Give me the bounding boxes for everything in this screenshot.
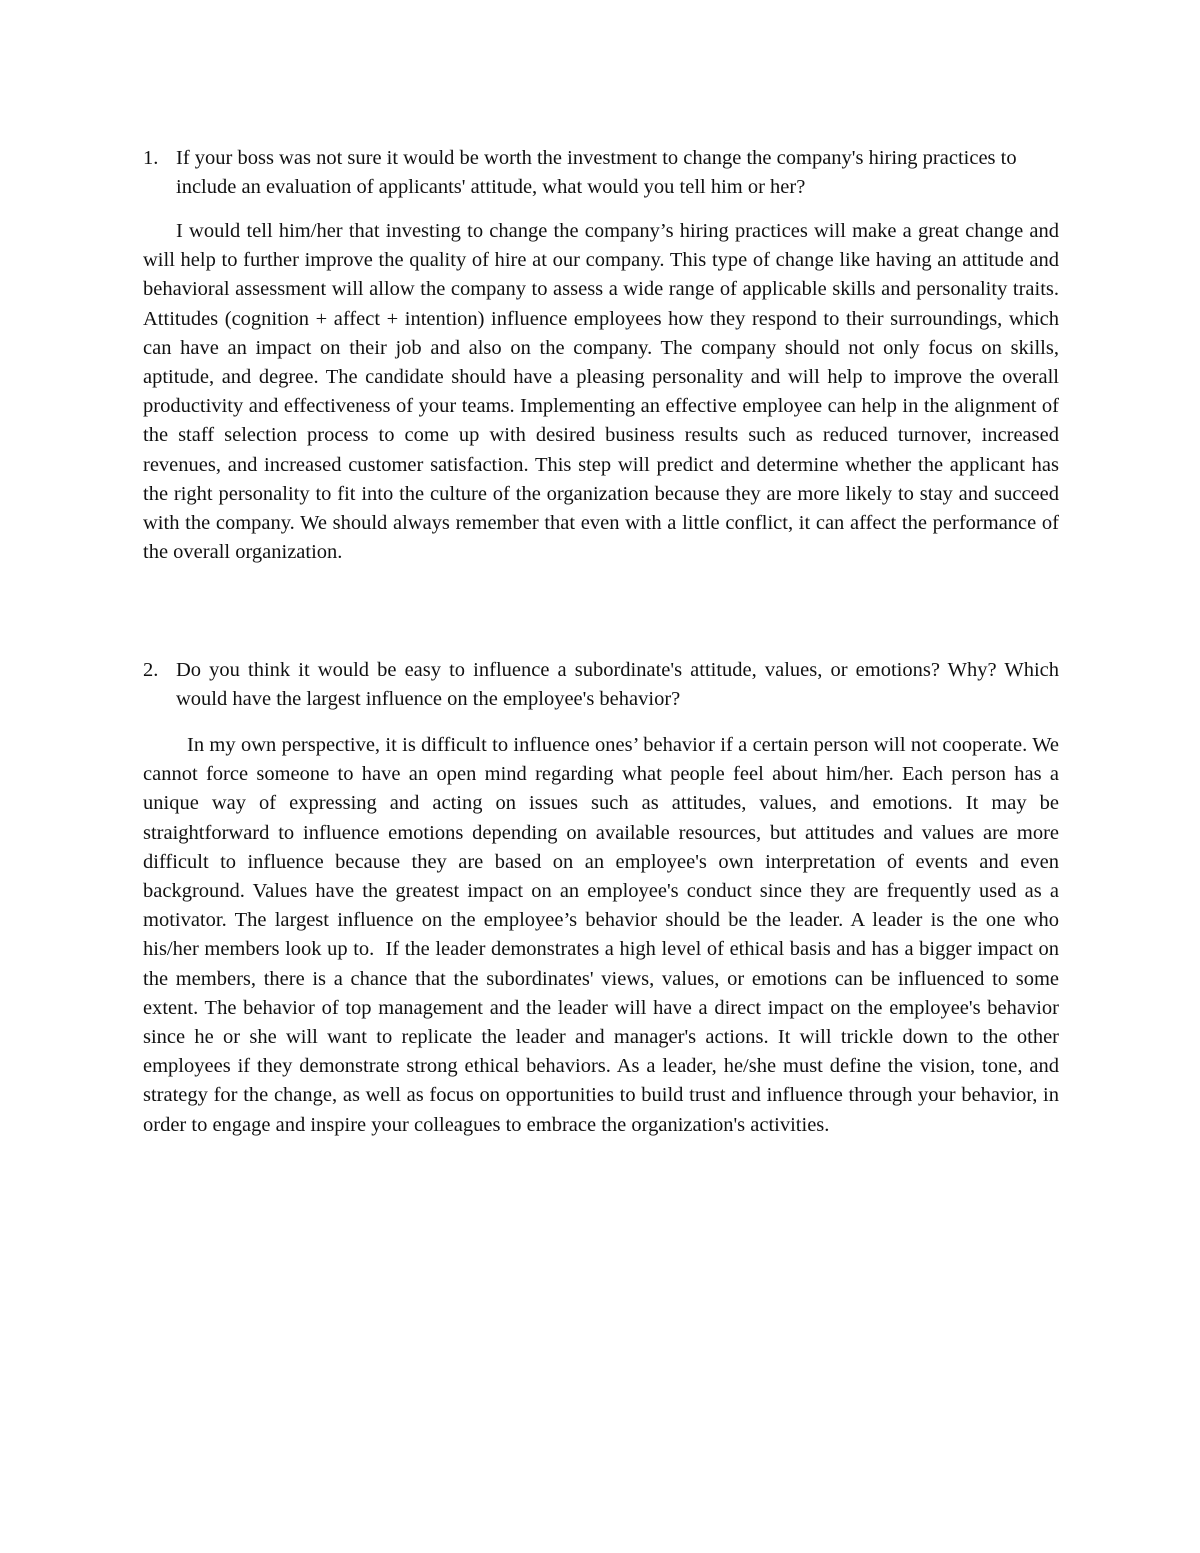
question-text: Do you think it would be easy to influence a subordinate's attitude, values, or emotions? Why? Which would have the largest influence on the employee's behavior?: [176, 659, 1059, 711]
answer-paragraph-1: I would tell him/her that investing to change the company’s hiring practices will make a great change and will help to further improve the quality of hire at our company. This type of change like having an attitude and behavioral assessment will allow the company to assess a wide range of applicable skills and personality traits. Attitudes (cognition + affect + intention) influence employees how they respond to their surroundings, which can have an impact on their job and also on the company. The company should not only focus on skills, aptitude, and degree. The candidate should have a pleasing personality and will help to improve the overall productivity and effectiveness of your teams. Implementing an effective employee can help in the alignment of the staff selection process to come up with desired business results such as reduced turnover, increased revenues, and increased customer satisfaction. This step will predict and determine whether the applicant has the right personality to fit into the culture of the organization because they are more likely to stay and succeed with the company. We should always remember that even with a little conflict, it can affect the performance of the overall organization.: [143, 220, 1059, 564]
question-number: 2.: [143, 659, 159, 681]
question-2: [143, 656, 1059, 714]
question-1: [143, 144, 1059, 202]
question-number: 1.: [143, 147, 159, 169]
answer-paragraph-2: In my own perspective, it is difficult to influence ones’ behavior if a certain person will not cooperate. We cannot force someone to have an open mind regarding what people feel about him/her. Each person has a unique way of expressing and acting on issues such as attitudes, values, and emotions. It may be straightforward to influence emotions depending on available resources, but attitudes and values are more difficult to influence because they are based on an employee's own interpretation of events and even background. Values have the greatest impact on an employee's conduct since they are frequently used as a motivator. The largest influence on the employee’s behavior should be the leader. A leader is the one who his/her members look up to. If the leader demonstrates a high level of ethical basis and has a bigger impact on the members, there is a chance that the subordinates' views, values, or emotions can be influenced to some extent. The behavior of top management and the leader will have a direct impact on the employee's behavior since he or she will want to replicate the leader and manager's actions. It will trickle down to the other employees if they demonstrate strong ethical behaviors. As a leader, he/she must define the vision, tone, and strategy for the change, as well as focus on opportunities to build trust and influence through your behavior, in order to engage and inspire your colleagues to embrace the organization's activities.: [143, 734, 1065, 1136]
question-text: If your boss was not sure it would be worth the investment to change the company's hiring practices to include an evaluation of applicants' attitude, what would you tell him or her?: [176, 147, 1017, 199]
